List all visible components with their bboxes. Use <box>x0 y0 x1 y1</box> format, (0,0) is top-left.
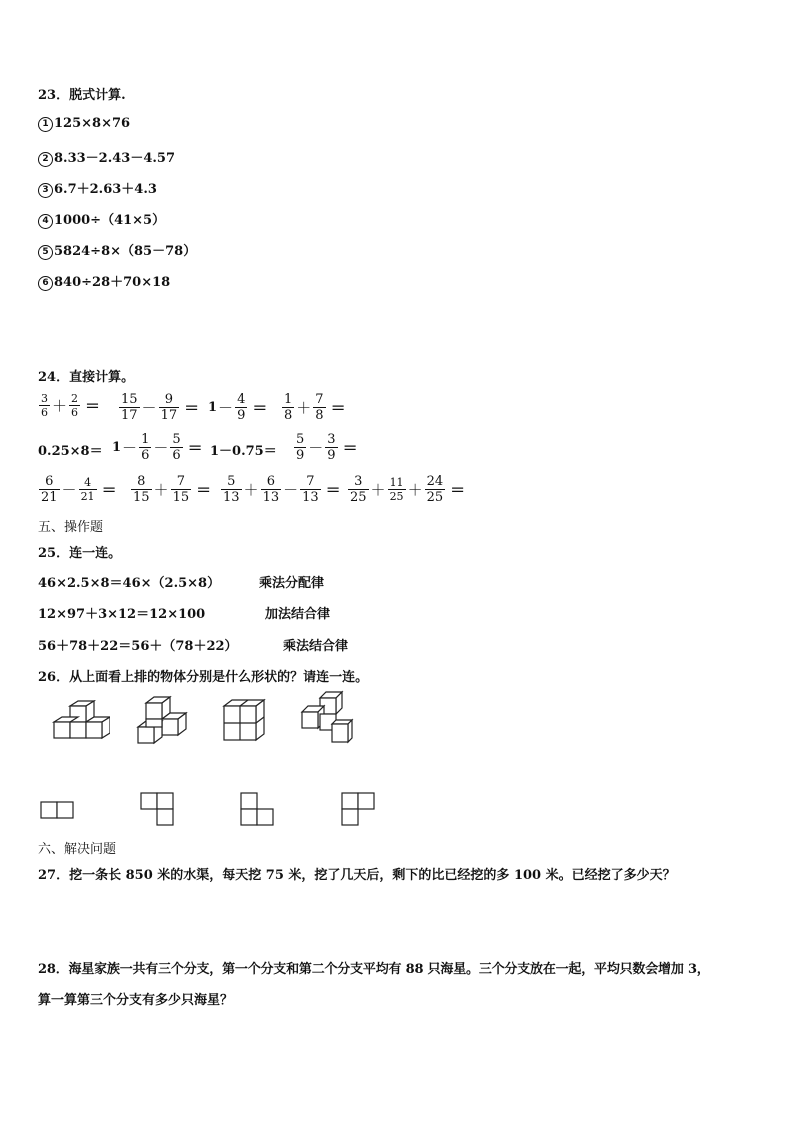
q25-left-3: 56＋78＋22＝56＋（78＋22） <box>38 639 238 654</box>
fraction: $\frac{6}{13}$ <box>262 474 280 505</box>
top-view-shape-3 <box>240 792 276 828</box>
circled-number: 5 <box>38 245 53 260</box>
circled-number: 6 <box>38 276 53 291</box>
q26-title: 26．从上面看上排的物体分别是什么形状的？请连一连。 <box>38 670 369 685</box>
q23-title: 23．脱式计算. <box>38 88 126 103</box>
q23-expr: 8.33－2.43－4.57 <box>54 151 175 166</box>
q23-item-1 <box>38 116 130 132</box>
circled-number: 4 <box>38 214 53 229</box>
fraction: $\frac{2}{6}$ <box>71 392 79 419</box>
fraction: $\frac{24}{25}$ <box>426 474 444 505</box>
fraction: $\frac{4}{9}$ <box>237 392 246 423</box>
fraction: $\frac{1}{8}$ <box>284 392 293 423</box>
fraction: $\frac{6}{21}$ <box>41 474 58 505</box>
section-heading-5: 五、操作题 <box>38 520 104 535</box>
q23-expr: 6.7＋2.63＋4.3 <box>54 182 157 197</box>
q28-line-2: 算一算第三个分支有多少只海星？ <box>38 993 234 1008</box>
circled-number: 1 <box>38 117 53 132</box>
cube-figure-3 <box>222 698 270 744</box>
q25-right-1: 乘法分配律 <box>259 576 325 591</box>
fraction: $\frac{5}{6}$ <box>172 432 181 463</box>
q24-r3-a: $\frac{6}{21}$ － $\frac{4}{21}$ ＝ <box>41 474 117 505</box>
q28-line-1: 28．海星家族一共有三个分支，第一个分支和第二个分支平均有 88 只海星。三个分支放在一起，平均只数会增加 3， <box>38 962 710 977</box>
fraction: $\frac{15}{17}$ <box>121 392 138 423</box>
cube-figure-1 <box>50 700 110 746</box>
q24-r1-b: $\frac{15}{17}$ － $\frac{9}{17}$ ＝ <box>121 392 200 423</box>
q24-r3-b: $\frac{8}{15}$ ＋ $\frac{7}{15}$ ＝ <box>133 474 212 505</box>
q23-expr: 125×8×76 <box>54 116 131 131</box>
q23-item-2 <box>38 147 175 167</box>
q24-r3-c: $\frac{5}{13}$ ＋ $\frac{6}{13}$ － $\frac{7}{13}$ ＝ <box>223 474 341 505</box>
cube-figure-4 <box>298 690 354 746</box>
q27-text: 27．挖一条长 850 米的水渠，每天挖 75 米，挖了几天后，剩下的比已经挖的多 100 米。已经挖了多少天？ <box>38 868 676 883</box>
fraction: $\frac{3}{6}$ <box>41 392 48 419</box>
fraction: $\frac{4}{21}$ <box>80 476 95 503</box>
q24-r2-c: 1－0.75＝ <box>210 444 277 459</box>
q23-expr: 1000÷（41×5） <box>54 213 166 228</box>
q24-r2-d: $\frac{5}{9}$ － $\frac{3}{9}$ ＝ <box>296 432 358 463</box>
q25-right-2: 加法结合律 <box>265 607 331 622</box>
fraction: $\frac{5}{9}$ <box>296 432 305 463</box>
fraction: $\frac{9}{17}$ <box>160 392 178 423</box>
q23-item-5 <box>38 240 196 260</box>
q24-r2-b: 1－ $\frac{1}{6}$ － $\frac{5}{6}$ ＝ <box>112 432 203 463</box>
top-view-shape-1 <box>40 800 76 822</box>
cube-figure-2 <box>136 695 188 747</box>
fraction: $\frac{8}{15}$ <box>133 474 150 505</box>
q23-item-3 <box>38 178 157 198</box>
fraction: $\frac{7}{15}$ <box>172 474 190 505</box>
q25-title: 25．连一连。 <box>38 546 122 561</box>
q24-r1-a: $\frac{3}{6}$ ＋ $\frac{2}{6}$ ＝ <box>41 392 101 419</box>
fraction: $\frac{3}{25}$ <box>350 474 367 505</box>
q24-r1-c: 1－ $\frac{4}{9}$ ＝ <box>208 392 268 423</box>
fraction: $\frac{7}{13}$ <box>302 474 319 505</box>
section-heading-6: 六、解决问题 <box>38 842 117 857</box>
fraction: $\frac{11}{25}$ <box>389 476 404 503</box>
top-view-shape-4 <box>341 792 377 828</box>
q25-left-1: 46×2.5×8＝46×（2.5×8） <box>38 576 221 591</box>
circled-number: 2 <box>38 152 53 167</box>
q23-expr: 840÷28＋70×18 <box>54 275 171 290</box>
q23-item-4 <box>38 209 165 229</box>
q24-r2-a: 0.25×8＝ <box>38 444 103 459</box>
q24-r1-d: $\frac{1}{8}$ ＋ $\frac{7}{8}$ ＝ <box>284 392 346 423</box>
q24-title: 24．直接计算。 <box>38 370 135 385</box>
q25-left-2: 12×97＋3×12＝12×100 <box>38 607 206 622</box>
q23-expr: 5824÷8×（85－78） <box>54 244 197 259</box>
q24-r3-d: $\frac{3}{25}$ ＋ $\frac{11}{25}$ ＋ $\frac{24}{25}$ ＝ <box>350 474 466 505</box>
fraction: $\frac{5}{13}$ <box>223 474 240 505</box>
circled-number: 3 <box>38 183 53 198</box>
top-view-shape-2 <box>140 792 176 828</box>
fraction: $\frac{1}{6}$ <box>141 432 150 463</box>
fraction: $\frac{7}{8}$ <box>315 392 324 423</box>
fraction: $\frac{3}{9}$ <box>327 432 336 463</box>
q23-item-6 <box>38 271 170 291</box>
q25-right-3: 乘法结合律 <box>283 639 349 654</box>
